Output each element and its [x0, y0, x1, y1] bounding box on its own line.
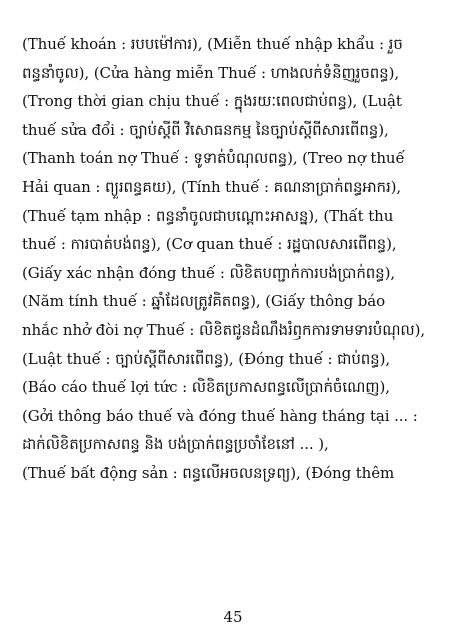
text-line: (Thuế khoán : របបម៉ៅការ), (Miễn thuế nhập khẩu : រួច: [22, 35, 403, 53]
text-line: thuế : ការបាត់បង់ពន្ធ), (Cơ quan thuế : រដ្ឋបាលសារពើពន្ធ),: [22, 235, 397, 254]
text-line: thuế sửa đổi : ច្បាប់ស្តីពី វិសោធនកម្ម នៃច្បាប់ស្តីពីសារពើពន្ធ),: [22, 120, 389, 139]
text-line: (Năm tính thuế : ឆ្នាំដែលត្រូវគិតពន្ធ), (Giấy thông báo: [22, 292, 386, 311]
text-line: (Trong thời gian chịu thuế : ក្នុងរយៈពេលជាប់ពន្ធ), (Luật: [22, 92, 402, 111]
text-line: (Gởi thông báo thuế và đóng thuế hàng tháng tại ... :: [22, 406, 418, 425]
text-line: (Báo cáo thuế lợi tức : លិខិតប្រកាសពន្ធលើប្រាក់ចំណេញ),: [22, 378, 390, 397]
page-number: 45: [223, 608, 243, 626]
text-line: (Thanh toán nợ Thuế : ទូទាត់បំណុលពន្ធ), (Treo nợ thuế: [22, 149, 405, 168]
text-line: (Thuế tạm nhập : ពន្ធនាំចូលជាបណ្តោះអាសន្ន), (Thất thu: [22, 206, 394, 225]
text-line: (Giấy xác nhận đóng thuế : លិខិតបញ្ជាក់ការបង់ប្រាក់ពន្ធ),: [22, 263, 396, 282]
text-line: ដាក់លិខិតប្រកាសពន្ធ និង បង់ប្រាក់ពន្ធប្រចាំខែនៅ ... ),: [22, 435, 329, 454]
text-line: nhắc nhở đòi nợ Thuế : លិខិតជូនដំណឹងរំឭកការទាមទារបំណុល),: [22, 320, 426, 339]
text-line: ពន្ធនាំចូល), (Cửa hàng miễn Thuế : ហាងលក់ទំនិញរួចពន្ធ),: [22, 63, 400, 82]
text-line: Hải quan : ព្យួរពន្ធគយ), (Tính thuế : គណនាប្រាក់ពន្ធអាករ),: [22, 177, 402, 196]
text-line: (Luật thuế : ច្បាប់ស្តីពីសារពើពន្ធ), (Đóng thuế : ជាប់ពន្ធ),: [22, 349, 391, 368]
text-line: (Thuế bất động sản : ពន្ធលើអចលនទ្រព្យ), (Đóng thêm: [22, 463, 395, 482]
body-text: [22, 30, 446, 488]
